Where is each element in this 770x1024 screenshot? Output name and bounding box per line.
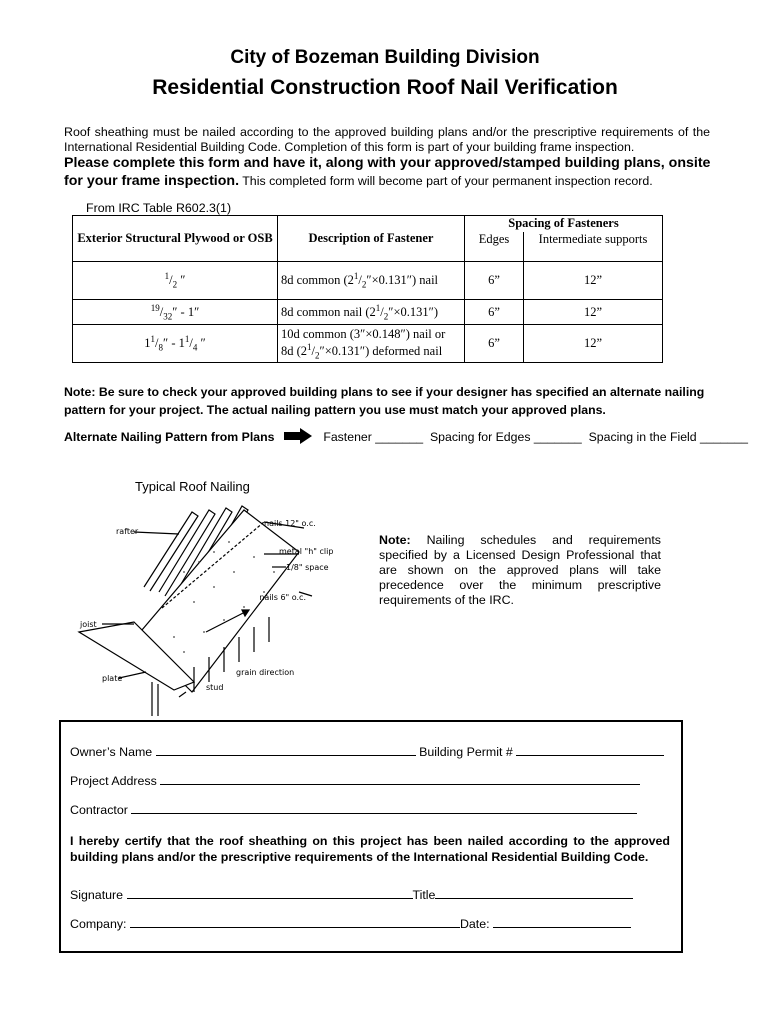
description-cell: 10d common (3″×0.148″) nail or 8d $(2^1/_2''\times 0.131'')$ deformed nail <box>278 325 465 363</box>
header-description: Description of Fastener <box>278 216 465 262</box>
description-cell: 8d common $(2^1/_2''\times 0.131'')$ nail <box>278 262 465 300</box>
roof-nailing-diagram <box>74 492 334 717</box>
fastener-field[interactable]: Fastener _______ <box>323 429 424 444</box>
intro-instruction-normal: This completed form will become part of your permanent inspection record. <box>239 173 653 188</box>
thickness-cell: $^{19}/_{32}'' - 1''$ <box>73 300 278 325</box>
note-text: Nailing schedules and requirements specified by a Licensed Design Professional that are shown on the approved plans will take precedence over the minimum prescriptive requirements of the IRC. <box>379 533 661 607</box>
title-label: Title <box>412 888 436 902</box>
fastener-table <box>72 215 663 363</box>
certification-statement: I hereby certify that the roof sheathing on this project has been nailed according to the approved building plans and/or the prescriptive requirements of the International Residential Building Code. <box>70 834 670 864</box>
table-caption: From IRC Table R602.3(1) <box>86 201 232 215</box>
date-input[interactable] <box>493 916 631 928</box>
edges-cell: 6” <box>465 300 524 325</box>
contractor-row <box>70 802 637 817</box>
owner-name-label: Owner’s Name <box>70 745 153 759</box>
label-grain: grain direction <box>236 668 295 677</box>
building-permit-label: Building Permit # <box>419 745 513 759</box>
edges-cell: 6” <box>465 325 524 363</box>
org-heading: City of Bozeman Building Division <box>230 47 540 68</box>
owner-name-input[interactable] <box>156 744 416 756</box>
table-row <box>73 300 663 325</box>
certification-box <box>59 720 683 953</box>
company-label: Company: <box>70 917 127 931</box>
alternate-pattern-line <box>64 428 748 447</box>
edges-cell: 6” <box>465 262 524 300</box>
label-plate: plate <box>102 674 123 683</box>
page-title: Residential Construction Roof Nail Verification <box>152 76 618 99</box>
thickness-cell: $^1/_2$ ″ <box>73 262 278 300</box>
company-input[interactable] <box>130 916 460 928</box>
contractor-input[interactable] <box>131 802 637 814</box>
signature-input[interactable] <box>127 887 413 899</box>
signature-row <box>70 887 633 902</box>
label-joist: joist <box>80 620 97 629</box>
contractor-label: Contractor <box>70 803 128 817</box>
building-permit-input[interactable] <box>516 744 664 756</box>
label-stud: stud <box>206 683 224 692</box>
design-professional-note <box>379 533 661 608</box>
header-intermediate: Intermediate supports <box>524 232 663 262</box>
intro-instruction-bold: Please complete this form and have it, along with your approved/stamped building plans, onsite for your frame inspection. <box>64 155 711 189</box>
right-arrow-icon <box>284 428 312 447</box>
edges-spacing-field[interactable]: Spacing for Edges _______ <box>429 429 582 444</box>
alternate-pattern-label: Alternate Nailing Pattern from Plans <box>64 429 275 444</box>
project-address-row <box>70 773 640 788</box>
title-input[interactable] <box>435 887 633 899</box>
label-rafter: rafter <box>116 527 139 536</box>
note-label: Note: <box>379 533 411 547</box>
label-nails-12: nails 12" o.c. <box>264 519 316 528</box>
description-cell: 8d common nail $(2^1/_2''\times 0.131'')$ <box>278 300 465 325</box>
label-space: 1/8" space <box>286 563 329 572</box>
signature-label: Signature <box>70 888 124 902</box>
table-row <box>73 262 663 300</box>
intermediate-cell: 12” <box>524 300 663 325</box>
project-address-label: Project Address <box>70 774 157 788</box>
label-metal-clip: metal "h" clip <box>279 547 334 556</box>
intermediate-cell: 12” <box>524 325 663 363</box>
company-row <box>70 916 631 931</box>
field-spacing-field[interactable]: Spacing in the Field _______ <box>588 429 748 444</box>
intro-instruction <box>64 155 714 190</box>
label-nails-6: nails 6" o.c. <box>259 593 306 602</box>
header-edges: Edges <box>465 232 524 262</box>
header-spacing: Spacing of Fasteners <box>465 216 663 232</box>
owner-name-row <box>70 744 664 759</box>
header-plywood: Exterior Structural Plywood or OSB <box>73 216 278 262</box>
table-row <box>73 325 663 363</box>
project-address-input[interactable] <box>160 773 640 785</box>
date-label: Date: <box>459 917 490 931</box>
thickness-cell: $1^1/_8'' - 1^1/_4$ ″ <box>73 325 278 363</box>
intermediate-cell: 12” <box>524 262 663 300</box>
diagram-title: Typical Roof Nailing <box>135 479 250 494</box>
intro-paragraph: Roof sheathing must be nailed according to the approved building plans and/or the prescriptive requirements of the International Residential Building Code. Completion of this form is part of your building frame inspection. <box>64 125 710 154</box>
plans-note: Note: Be sure to check your approved building plans to see if your designer has specified an alternate nailing pattern for your project. The actual nailing pattern you use must match your approved plans. <box>64 385 705 417</box>
